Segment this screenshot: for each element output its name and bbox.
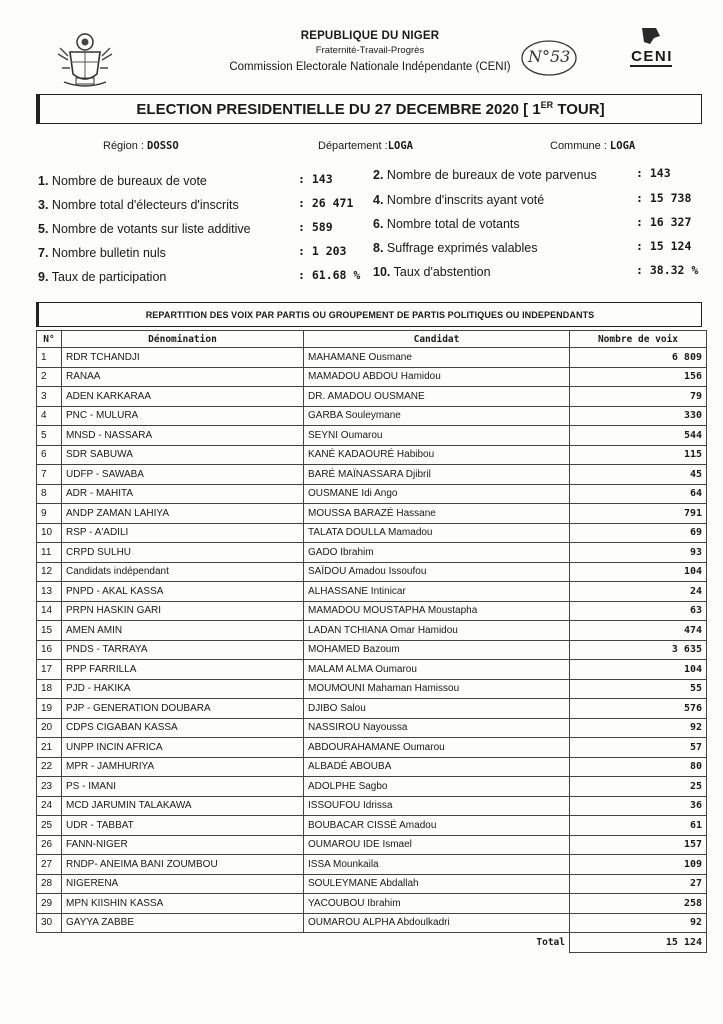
total-value: 15 124: [570, 933, 707, 953]
party-name: PNC - MULURA: [62, 406, 304, 426]
stat-value: : 143: [298, 172, 333, 186]
stat-label: 4. Nombre d'inscrits ayant voté: [373, 193, 545, 207]
candidate-name: SEYNI Oumarou: [304, 426, 570, 446]
candidate-name: ISSOUFOU Idrissa: [304, 796, 570, 816]
party-name: UDR - TABBAT: [62, 816, 304, 836]
table-row: [37, 621, 707, 641]
total-label: Total: [536, 937, 565, 948]
table-row: [37, 640, 707, 660]
candidate-name: BARÉ MAÏNASSARA Djibril: [304, 465, 570, 485]
table-row: [37, 465, 707, 485]
stat-label: 3. Nombre total d'électeurs d'inscrits: [38, 198, 239, 212]
party-name: FANN-NIGER: [62, 835, 304, 855]
candidate-name: OUMAROU IDE Ismael: [304, 835, 570, 855]
total-row: [37, 933, 707, 953]
commune-field: Commune : LOGA: [550, 140, 636, 152]
candidate-name: SAÏDOU Amadou Issoufou: [304, 562, 570, 582]
party-name: AMEN AMIN: [62, 621, 304, 641]
vote-count: 92: [570, 718, 707, 738]
vote-count: 115: [570, 445, 707, 465]
candidate-name: DJIBO Salou: [304, 699, 570, 719]
row-number: 23: [37, 777, 62, 797]
party-name: RSP - A'ADILI: [62, 523, 304, 543]
vote-count: 258: [570, 894, 707, 914]
column-header-votes: Nombre de voix: [570, 331, 707, 348]
party-name: SDR SABUWA: [62, 445, 304, 465]
vote-count: 791: [570, 504, 707, 524]
candidate-name: DR. AMADOU OUSMANE: [304, 387, 570, 407]
candidate-name: MOHAMED Bazoum: [304, 640, 570, 660]
vote-count: 27: [570, 874, 707, 894]
party-name: MNSD - NASSARA: [62, 426, 304, 446]
table-row: [37, 738, 707, 758]
vote-count: 156: [570, 367, 707, 387]
row-number: 13: [37, 582, 62, 602]
row-number: 22: [37, 757, 62, 777]
row-number: 27: [37, 855, 62, 875]
party-name: RDR TCHANDJI: [62, 348, 304, 368]
vote-count: 55: [570, 679, 707, 699]
table-row: [37, 601, 707, 621]
candidate-name: KANÉ KADAOURÉ Habibou: [304, 445, 570, 465]
vote-count: 79: [570, 387, 707, 407]
national-motto: Fraternité-Travail-Progrès: [315, 45, 425, 56]
candidate-name: ISSA Mounkaila: [304, 855, 570, 875]
candidate-name: LADAN TCHIANA Omar Hamidou: [304, 621, 570, 641]
row-number: 30: [37, 913, 62, 933]
stat-value: : 61.68 %: [298, 268, 361, 282]
vote-count: 69: [570, 523, 707, 543]
document-header: [180, 30, 560, 73]
candidate-name: ALHASSANE Intinicar: [304, 582, 570, 602]
stat-value: : 15 738: [636, 191, 692, 205]
table-row: [37, 777, 707, 797]
region-field: Région : DOSSO: [103, 140, 179, 152]
stat-label: 1. Nombre de bureaux de vote: [38, 174, 207, 188]
row-number: 19: [37, 699, 62, 719]
party-name: PJD - HAKIKA: [62, 679, 304, 699]
table-row: [37, 426, 707, 446]
niger-coat-of-arms-icon: [54, 28, 116, 90]
column-header-number: N°: [37, 331, 62, 348]
candidate-name: ABDOURAHAMANE Oumarou: [304, 738, 570, 758]
row-number: 1: [37, 348, 62, 368]
candidate-name: BOUBACAR CISSÉ Amadou: [304, 816, 570, 836]
table-row: [37, 445, 707, 465]
party-name: MPN KIISHIN KASSA: [62, 894, 304, 914]
stat-label: 10. Taux d'abstention: [373, 265, 491, 279]
party-name: UNPP INCIN AFRICA: [62, 738, 304, 758]
table-row: [37, 504, 707, 524]
stat-label: 5. Nombre de votants sur liste additive: [38, 222, 251, 236]
row-number: 26: [37, 835, 62, 855]
vote-count: 104: [570, 660, 707, 680]
row-number: 8: [37, 484, 62, 504]
candidate-name: MALAM ALMA Oumarou: [304, 660, 570, 680]
vote-count: 474: [570, 621, 707, 641]
row-number: 16: [37, 640, 62, 660]
party-name: MPR - JAMHURIYA: [62, 757, 304, 777]
row-number: 21: [37, 738, 62, 758]
candidate-name: ALBADÉ ABOUBA: [304, 757, 570, 777]
vote-count: 157: [570, 835, 707, 855]
table-row: [37, 348, 707, 368]
election-title-box: [36, 94, 702, 124]
table-row: [37, 913, 707, 933]
table-row: [37, 757, 707, 777]
party-name: PS - IMANI: [62, 777, 304, 797]
departement-field: Département :LOGA: [318, 140, 413, 152]
republic-name: REPUBLIQUE DU NIGER: [300, 30, 440, 42]
stat-label: 2. Nombre de bureaux de vote parvenus: [373, 168, 597, 182]
vote-count: 93: [570, 543, 707, 563]
vote-count: 64: [570, 484, 707, 504]
stat-value: : 15 124: [636, 239, 692, 253]
candidate-name: GARBA Souleymane: [304, 406, 570, 426]
row-number: 14: [37, 601, 62, 621]
vote-count: 6 809: [570, 348, 707, 368]
row-number: 15: [37, 621, 62, 641]
stat-value: : 143: [636, 166, 671, 180]
row-number: 25: [37, 816, 62, 836]
election-title: ELECTION PRESIDENTIELLE DU 27 DECEMBRE 2020 [ 1ER TOUR]: [136, 100, 605, 118]
vote-count: 57: [570, 738, 707, 758]
row-number: 3: [37, 387, 62, 407]
section-title: REPARTITION DES VOIX PAR PARTIS OU GROUPEMENT DE PARTIS POLITIQUES OU INDEPENDANTS: [145, 309, 595, 320]
vote-count: 45: [570, 465, 707, 485]
party-name: PRPN HASKIN GARI: [62, 601, 304, 621]
row-number: 7: [37, 465, 62, 485]
party-name: CRPD SULHU: [62, 543, 304, 563]
table-row: [37, 406, 707, 426]
vote-count: 24: [570, 582, 707, 602]
table-row: [37, 523, 707, 543]
row-number: 24: [37, 796, 62, 816]
row-number: 6: [37, 445, 62, 465]
party-name: CDPS CIGABAN KASSA: [62, 718, 304, 738]
row-number: 11: [37, 543, 62, 563]
stat-value: : 1 203: [298, 244, 347, 258]
table-row: [37, 660, 707, 680]
stat-label: 7. Nombre bulletin nuls: [38, 246, 166, 260]
vote-count: 63: [570, 601, 707, 621]
vote-count: 104: [570, 562, 707, 582]
vote-count: 576: [570, 699, 707, 719]
row-number: 20: [37, 718, 62, 738]
stat-label: 8. Suffrage exprimés valables: [373, 241, 538, 255]
row-number: 5: [37, 426, 62, 446]
table-row: [37, 367, 707, 387]
stat-label: 9. Taux de participation: [38, 270, 167, 284]
row-number: 29: [37, 894, 62, 914]
vote-count: 36: [570, 796, 707, 816]
table-row: [37, 484, 707, 504]
table-row: [37, 894, 707, 914]
row-number: 18: [37, 679, 62, 699]
candidate-name: OUMAROU ALPHA Abdoulkadri: [304, 913, 570, 933]
table-row: [37, 562, 707, 582]
commission-name: Commission Electorale Nationale Indépendante (CENI): [229, 61, 511, 73]
candidate-name: YACOUBOU Ibrahim: [304, 894, 570, 914]
table-row: [37, 835, 707, 855]
table-row: [37, 874, 707, 894]
party-name: RNDP- ANEIMA BANI ZOUMBOU: [62, 855, 304, 875]
results-table: [36, 330, 707, 953]
column-header-denomination: Dénomination: [62, 331, 304, 348]
vote-count: 109: [570, 855, 707, 875]
table-row: [37, 679, 707, 699]
row-number: 28: [37, 874, 62, 894]
ceni-logo-text: CENI: [631, 48, 673, 65]
party-name: ADEN KARKARAA: [62, 387, 304, 407]
table-row: [37, 718, 707, 738]
row-number: 10: [37, 523, 62, 543]
party-name: GAYYA ZABBE: [62, 913, 304, 933]
vote-count: 544: [570, 426, 707, 446]
row-number: 9: [37, 504, 62, 524]
stat-value: : 16 327: [636, 215, 692, 229]
candidate-name: OUSMANE Idi Ango: [304, 484, 570, 504]
party-name: RPP FARRILLA: [62, 660, 304, 680]
stat-value: : 589: [298, 220, 333, 234]
candidate-name: MAMADOU ABDOU Hamidou: [304, 367, 570, 387]
stat-label: 6. Nombre total de votants: [373, 217, 520, 231]
party-name: PNDS - TARRAYA: [62, 640, 304, 660]
party-name: PNPD - AKAL KASSA: [62, 582, 304, 602]
row-number: 2: [37, 367, 62, 387]
column-header-candidat: Candidat: [304, 331, 570, 348]
party-name: PJP - GENERATION DOUBARA: [62, 699, 304, 719]
row-number: 4: [37, 406, 62, 426]
candidate-name: TALATA DOULLA Mamadou: [304, 523, 570, 543]
vote-count: 61: [570, 816, 707, 836]
vote-count: 25: [570, 777, 707, 797]
party-name: ANDP ZAMAN LAHIYA: [62, 504, 304, 524]
party-name: ADR - MAHITA: [62, 484, 304, 504]
candidate-name: MAMADOU MOUSTAPHA Moustapha: [304, 601, 570, 621]
candidate-name: ADOLPHE Sagbo: [304, 777, 570, 797]
candidate-name: MOUMOUNI Mahaman Hamissou: [304, 679, 570, 699]
party-name: UDFP - SAWABA: [62, 465, 304, 485]
table-row: [37, 387, 707, 407]
candidate-name: SOULEYMANE Abdallah: [304, 874, 570, 894]
table-row: [37, 796, 707, 816]
candidate-name: NASSIROU Nayoussa: [304, 718, 570, 738]
candidate-name: GADO Ibrahim: [304, 543, 570, 563]
vote-count: 80: [570, 757, 707, 777]
table-row: [37, 582, 707, 602]
party-name: MCD JARUMIN TALAKAWA: [62, 796, 304, 816]
table-row: [37, 543, 707, 563]
candidate-name: MOUSSA BARAZÉ Hassane: [304, 504, 570, 524]
table-row: [37, 699, 707, 719]
section-title-box: [36, 302, 702, 327]
row-number: 12: [37, 562, 62, 582]
row-number: 17: [37, 660, 62, 680]
table-row: [37, 855, 707, 875]
vote-count: 3 635: [570, 640, 707, 660]
handwritten-note: N°53: [528, 47, 571, 66]
party-name: RANAA: [62, 367, 304, 387]
vote-count: 92: [570, 913, 707, 933]
stat-value: : 26 471: [298, 196, 354, 210]
table-row: [37, 816, 707, 836]
candidate-name: MAHAMANE Ousmane: [304, 348, 570, 368]
party-name: NIGERENA: [62, 874, 304, 894]
table-header-row: [37, 331, 707, 348]
stat-value: : 38.32 %: [636, 263, 699, 277]
party-name: Candidats indépendant: [62, 562, 304, 582]
vote-count: 330: [570, 406, 707, 426]
